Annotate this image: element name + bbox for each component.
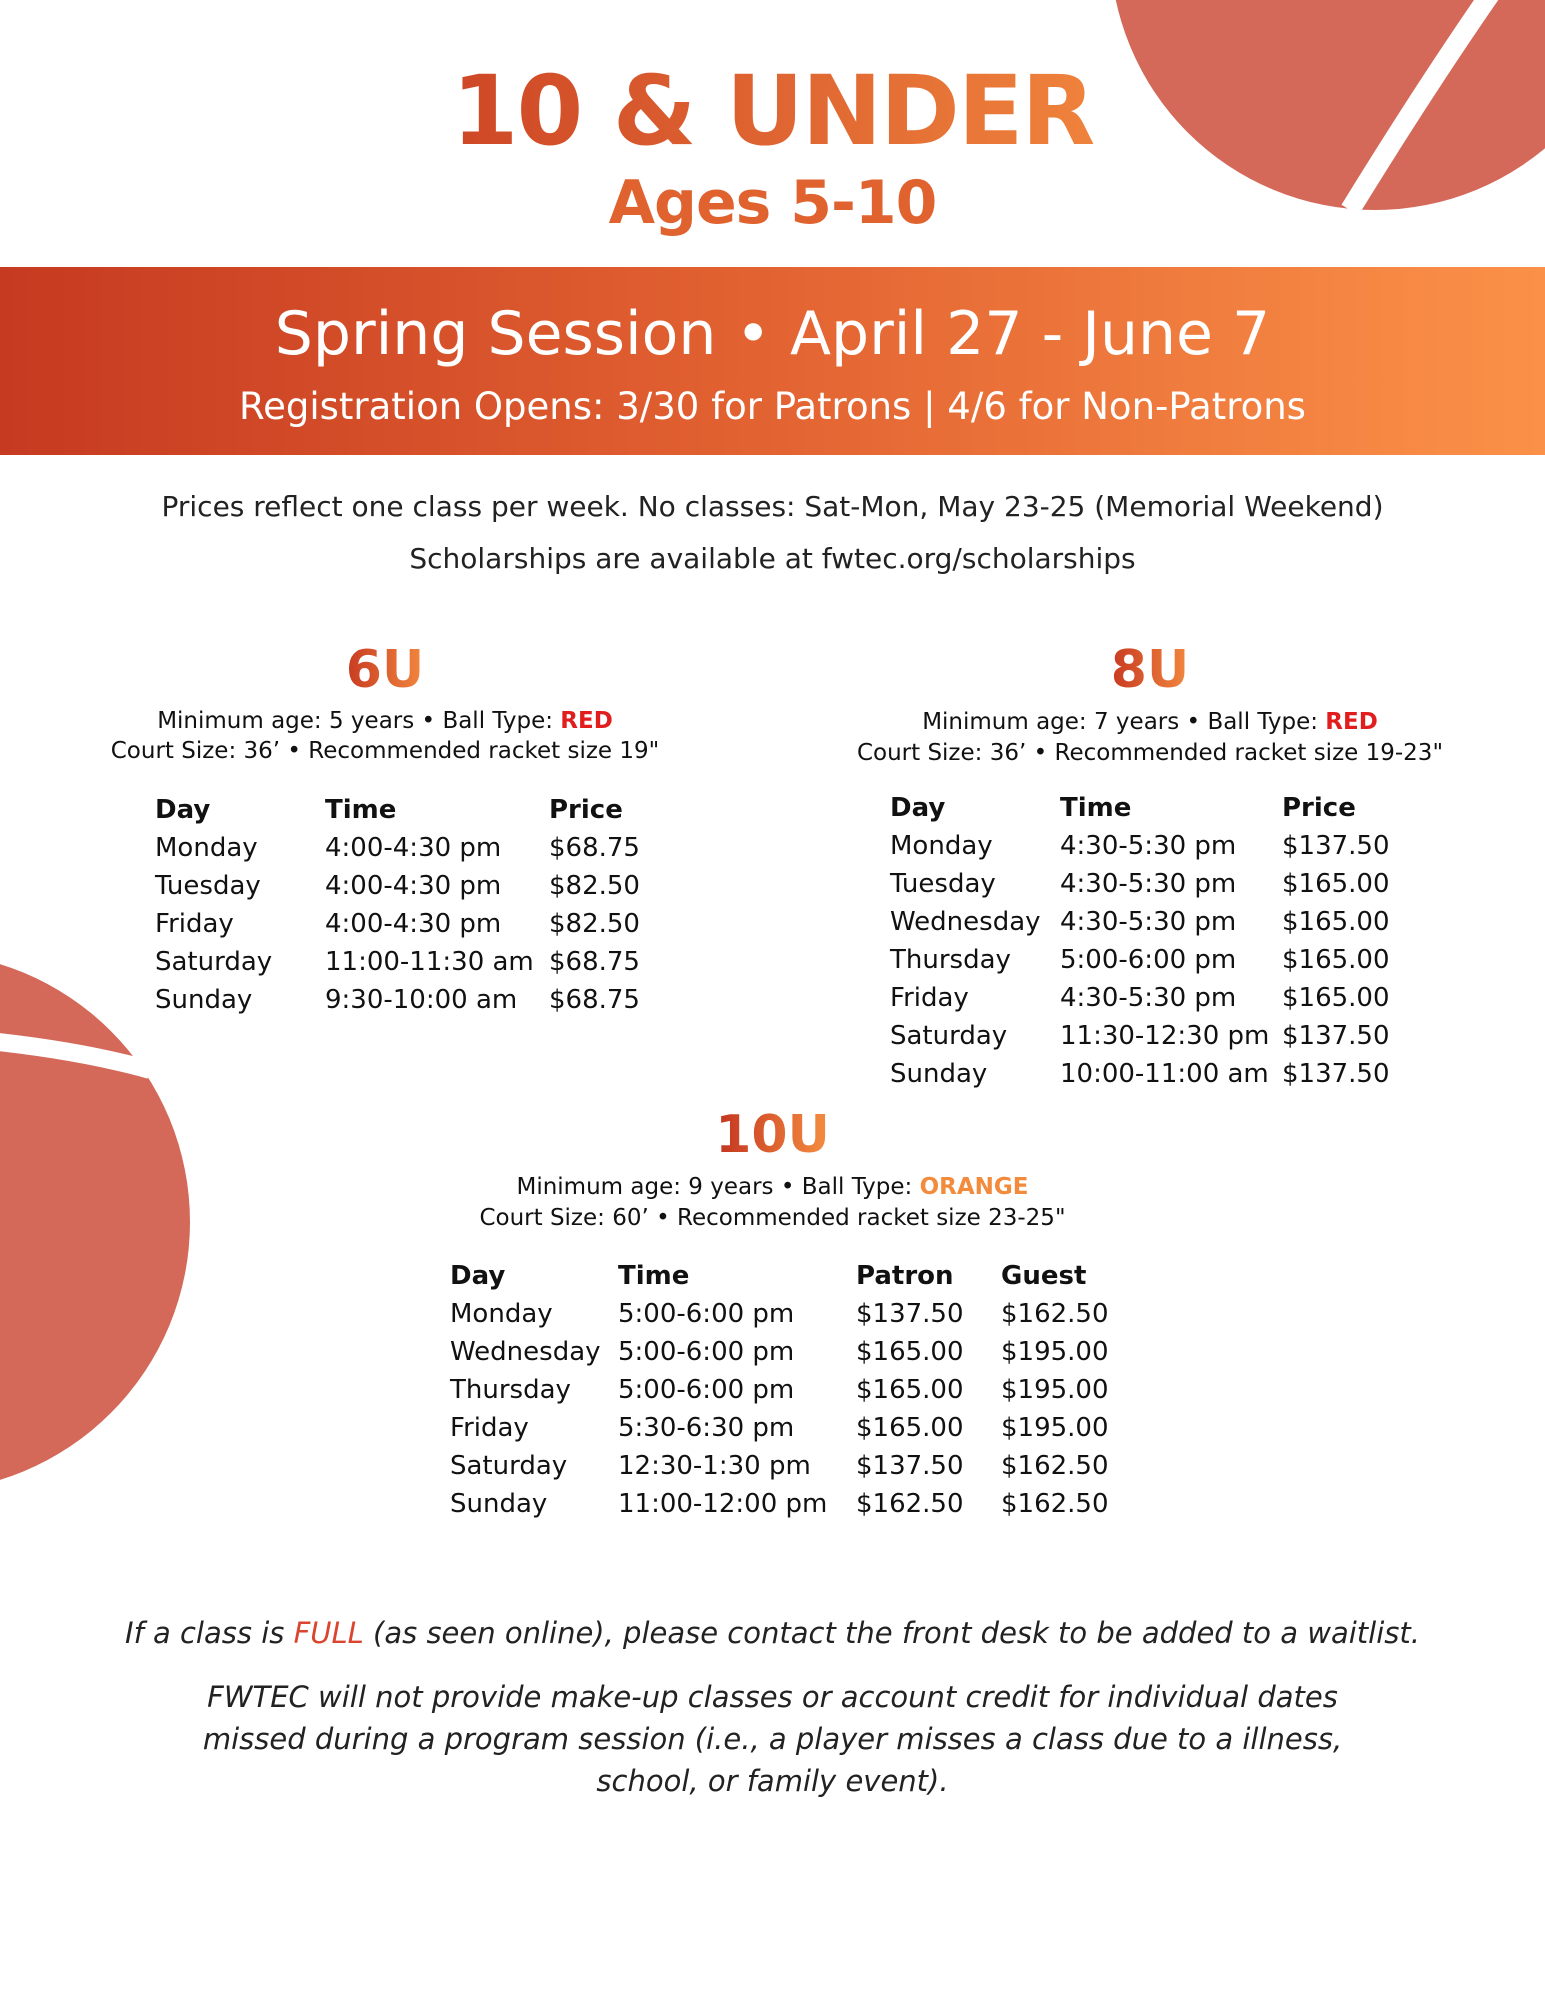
section-meta-10u: Minimum age: 9 years • Ball Type: ORANGE xyxy=(516,1174,1029,1200)
table-row xyxy=(155,943,669,981)
table-row xyxy=(155,829,669,867)
time-cell: 4:00-4:30 pm xyxy=(325,833,502,863)
time-cell: 11:30-12:30 pm xyxy=(1060,1021,1270,1051)
table-row xyxy=(155,905,669,943)
time-cell: 4:00-4:30 pm xyxy=(325,909,502,939)
ball-type-badge: RED xyxy=(1325,709,1378,735)
tennis-ball-decoration-left xyxy=(0,940,200,1500)
time-cell: 9:30-10:00 am xyxy=(325,985,518,1015)
column-header: Day xyxy=(155,795,211,825)
day-cell: Sunday xyxy=(155,985,253,1015)
column-header: Price xyxy=(1282,793,1356,823)
time-cell: 4:30-5:30 pm xyxy=(1060,831,1237,861)
day-cell: Thursday xyxy=(450,1375,571,1405)
table-row xyxy=(890,903,1412,941)
table-row xyxy=(890,865,1412,903)
column-header: Price xyxy=(549,795,623,825)
price-cell: $68.75 xyxy=(549,985,640,1015)
guest-price-cell: $162.50 xyxy=(1001,1299,1109,1329)
column-header: Guest xyxy=(1001,1261,1087,1291)
price-cell: $137.50 xyxy=(1282,1021,1390,1051)
full-status-label: FULL xyxy=(293,1616,364,1650)
patron-price-cell: $162.50 xyxy=(856,1489,964,1519)
page-subtitle: Ages 5-10 xyxy=(608,168,937,238)
section-meta-8u: Minimum age: 7 years • Ball Type: RED xyxy=(922,709,1378,735)
table-row xyxy=(450,1409,1131,1447)
table-row xyxy=(155,867,669,905)
time-cell: 5:00-6:00 pm xyxy=(618,1299,795,1329)
patron-price-cell: $165.00 xyxy=(856,1375,964,1405)
day-cell: Tuesday xyxy=(155,871,261,901)
day-cell: Monday xyxy=(155,833,258,863)
day-cell: Wednesday xyxy=(450,1337,601,1367)
section-title-8u: 8U xyxy=(1050,640,1250,700)
price-cell: $165.00 xyxy=(1282,869,1390,899)
table-row xyxy=(155,981,669,1019)
section-title-6u: 6U xyxy=(285,640,485,700)
price-cell: $165.00 xyxy=(1282,907,1390,937)
day-cell: Monday xyxy=(450,1299,553,1329)
column-header: Day xyxy=(890,793,946,823)
ball-type-badge: ORANGE xyxy=(919,1174,1029,1200)
day-cell: Friday xyxy=(155,909,234,939)
patron-price-cell: $137.50 xyxy=(856,1451,964,1481)
table-row xyxy=(890,979,1412,1017)
column-header: Time xyxy=(325,795,397,825)
table-row xyxy=(890,1055,1412,1093)
price-cell: $68.75 xyxy=(549,833,640,863)
time-cell: 4:30-5:30 pm xyxy=(1060,907,1237,937)
page-title: 10 & UNDER xyxy=(0,55,1545,167)
price-cell: $137.50 xyxy=(1282,1059,1390,1089)
registration-dates: Registration Opens: 3/30 for Patrons | 4/6 for Non-Patrons xyxy=(239,385,1306,428)
table-header-row xyxy=(890,789,1412,827)
day-cell: Friday xyxy=(890,983,969,1013)
column-header: Patron xyxy=(856,1261,954,1291)
schedule-table-10u xyxy=(450,1257,1131,1523)
time-cell: 11:00-12:00 pm xyxy=(618,1489,828,1519)
table-header-row xyxy=(155,791,669,829)
day-cell: Monday xyxy=(890,831,993,861)
table-row xyxy=(450,1295,1131,1333)
time-cell: 4:00-4:30 pm xyxy=(325,871,502,901)
table-row xyxy=(450,1371,1131,1409)
guest-price-cell: $162.50 xyxy=(1001,1451,1109,1481)
guest-price-cell: $195.00 xyxy=(1001,1375,1109,1405)
section-court-6u: Court Size: 36’ • Recommended racket size 19" xyxy=(110,738,660,764)
price-note: Prices reflect one class per week. No classes: Sat-Mon, May 23-25 (Memorial Weekend) xyxy=(161,490,1384,523)
price-cell: $68.75 xyxy=(549,947,640,977)
table-row xyxy=(450,1447,1131,1485)
day-cell: Saturday xyxy=(890,1021,1008,1051)
section-meta-6u: Minimum age: 5 years • Ball Type: RED xyxy=(157,708,613,734)
time-cell: 5:00-6:00 pm xyxy=(618,1375,795,1405)
price-cell: $82.50 xyxy=(549,871,640,901)
time-cell: 11:00-11:30 am xyxy=(325,947,534,977)
time-cell: 5:00-6:00 pm xyxy=(1060,945,1237,975)
day-cell: Friday xyxy=(450,1413,529,1443)
guest-price-cell: $195.00 xyxy=(1001,1413,1109,1443)
day-cell: Sunday xyxy=(450,1489,548,1519)
table-row xyxy=(890,941,1412,979)
time-cell: 5:00-6:00 pm xyxy=(618,1337,795,1367)
guest-price-cell: $195.00 xyxy=(1001,1337,1109,1367)
price-cell: $165.00 xyxy=(1282,983,1390,1013)
day-cell: Sunday xyxy=(890,1059,988,1089)
session-dates: Spring Session • April 27 - June 7 xyxy=(274,299,1271,369)
makeup-policy-note: FWTEC will not provide make-up classes or account credit for individual dates missed during a program session (i.e., a player misses a class due to a illness, school, or family event). xyxy=(202,1680,1343,1798)
waitlist-note: If a class is FULL (as seen online), please contact the front desk to be added to a waitlist. xyxy=(125,1616,1420,1650)
guest-price-cell: $162.50 xyxy=(1001,1489,1109,1519)
price-cell: $137.50 xyxy=(1282,831,1390,861)
section-court-8u: Court Size: 36’ • Recommended racket size 19-23" xyxy=(856,740,1444,766)
day-cell: Saturday xyxy=(450,1451,568,1481)
table-header-row xyxy=(450,1257,1131,1295)
patron-price-cell: $165.00 xyxy=(856,1413,964,1443)
table-row xyxy=(890,827,1412,865)
scholarship-note: Scholarships are available at fwtec.org/scholarships xyxy=(409,542,1136,575)
session-banner xyxy=(0,267,1545,455)
day-cell: Tuesday xyxy=(890,869,996,899)
schedule-table-8u xyxy=(890,789,1412,1093)
time-cell: 10:00-11:00 am xyxy=(1060,1059,1269,1089)
price-cell: $82.50 xyxy=(549,909,640,939)
patron-price-cell: $165.00 xyxy=(856,1337,964,1367)
day-cell: Wednesday xyxy=(890,907,1041,937)
price-cell: $165.00 xyxy=(1282,945,1390,975)
ball-type-badge: RED xyxy=(560,708,613,734)
day-cell: Saturday xyxy=(155,947,273,977)
time-cell: 4:30-5:30 pm xyxy=(1060,869,1237,899)
table-row xyxy=(450,1333,1131,1371)
section-court-10u: Court Size: 60’ • Recommended racket size 23-25" xyxy=(479,1205,1066,1231)
patron-price-cell: $137.50 xyxy=(856,1299,964,1329)
column-header: Time xyxy=(618,1261,690,1291)
time-cell: 12:30-1:30 pm xyxy=(618,1451,811,1481)
day-cell: Thursday xyxy=(890,945,1011,975)
time-cell: 5:30-6:30 pm xyxy=(618,1413,795,1443)
table-row xyxy=(450,1485,1131,1523)
section-title-10u: 10U xyxy=(650,1105,895,1165)
table-row xyxy=(890,1017,1412,1055)
column-header: Day xyxy=(450,1261,506,1291)
time-cell: 4:30-5:30 pm xyxy=(1060,983,1237,1013)
column-header: Time xyxy=(1060,793,1132,823)
schedule-table-6u xyxy=(155,791,669,1019)
